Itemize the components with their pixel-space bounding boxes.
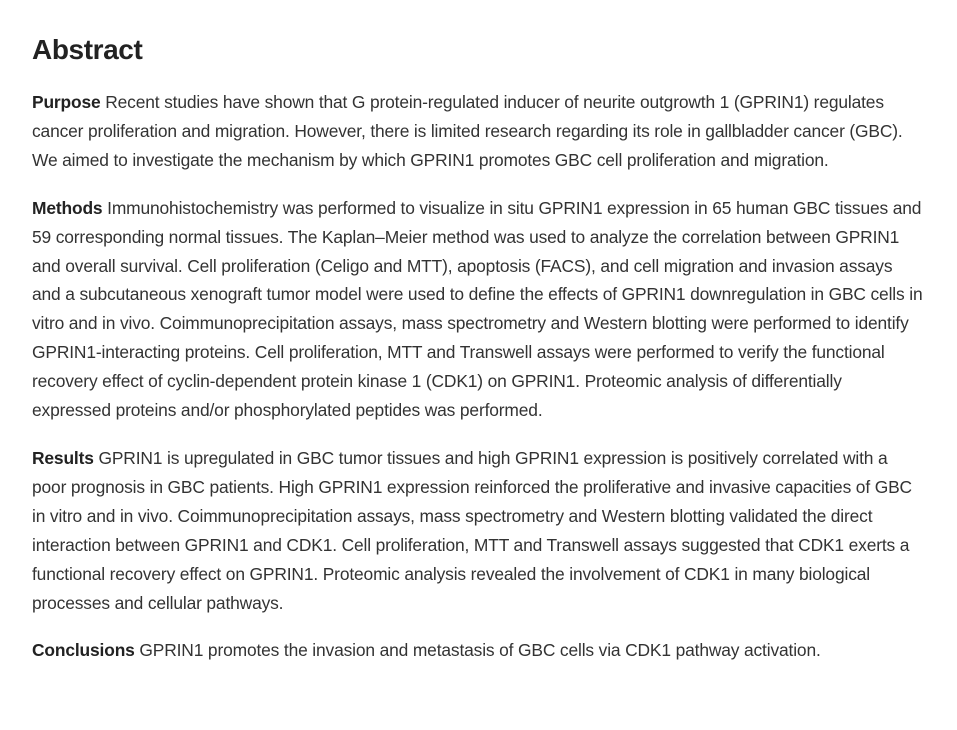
methods-text: Immunohistochemistry was performed to visualize in situ GPRIN1 expression in 65 human GBC tissues and 59 corresponding normal tissues. The Kaplan–Meier method was used to analyze the correlation between GPRIN1 and overall survival. Cell proliferation (Celigo and MTT), apoptosis (FACS), and cell migration and invasion assays and a subcutaneous xenograft tumor model were used to define the effects of GPRIN1 downregulation in GBC cells in vitro and in vivo. Coimmunoprecipitation assays, mass spectrometry and Western blotting were performed to identify GPRIN1-interacting proteins. Cell proliferation, MTT and Transwell assays were performed to verify the functional recovery effect of cyclin-dependent protein kinase 1 (CDK1) on GPRIN1. Proteomic analysis of differentially expressed proteins and/or phosphorylated peptides was performed. (32, 197, 923, 421)
abstract-section (32, 30, 924, 684)
conclusions-label: Conclusions (32, 640, 135, 661)
abstract-conclusions-paragraph (32, 636, 924, 665)
abstract-heading: Abstract (32, 34, 143, 65)
results-label: Results (32, 447, 94, 468)
abstract-results-paragraph (32, 444, 924, 617)
purpose-label: Purpose (32, 92, 101, 112)
methods-label: Methods (32, 197, 103, 218)
purpose-text: Recent studies have shown that G protein-regulated inducer of neurite outgrowth 1 (GPRIN1) regulates cancer proliferation and migration. However, there is limited research regarding its role in gallbladder cancer (GBC). We aimed to investigate the mechanism by which GPRIN1 promotes GBC cell proliferation and migration. (32, 92, 903, 170)
abstract-purpose-paragraph (32, 88, 924, 175)
conclusions-text: GPRIN1 promotes the invasion and metastasis of GBC cells via CDK1 pathway activation. (139, 640, 821, 661)
results-text: GPRIN1 is upregulated in GBC tumor tissues and high GPRIN1 expression is positively correlated with a poor prognosis in GBC patients. High GPRIN1 expression reinforced the proliferative and invasive capacities of GBC in vitro and in vivo. Coimmunoprecipitation assays, mass spectrometry and Western blotting validated the direct interaction between GPRIN1 and CDK1. Cell proliferation, MTT and Transwell assays suggested that CDK1 exerts a functional recovery effect on GPRIN1. Proteomic analysis revealed the involvement of CDK1 in many biological processes and cellular pathways. (32, 447, 912, 613)
abstract-methods-paragraph (32, 194, 924, 425)
